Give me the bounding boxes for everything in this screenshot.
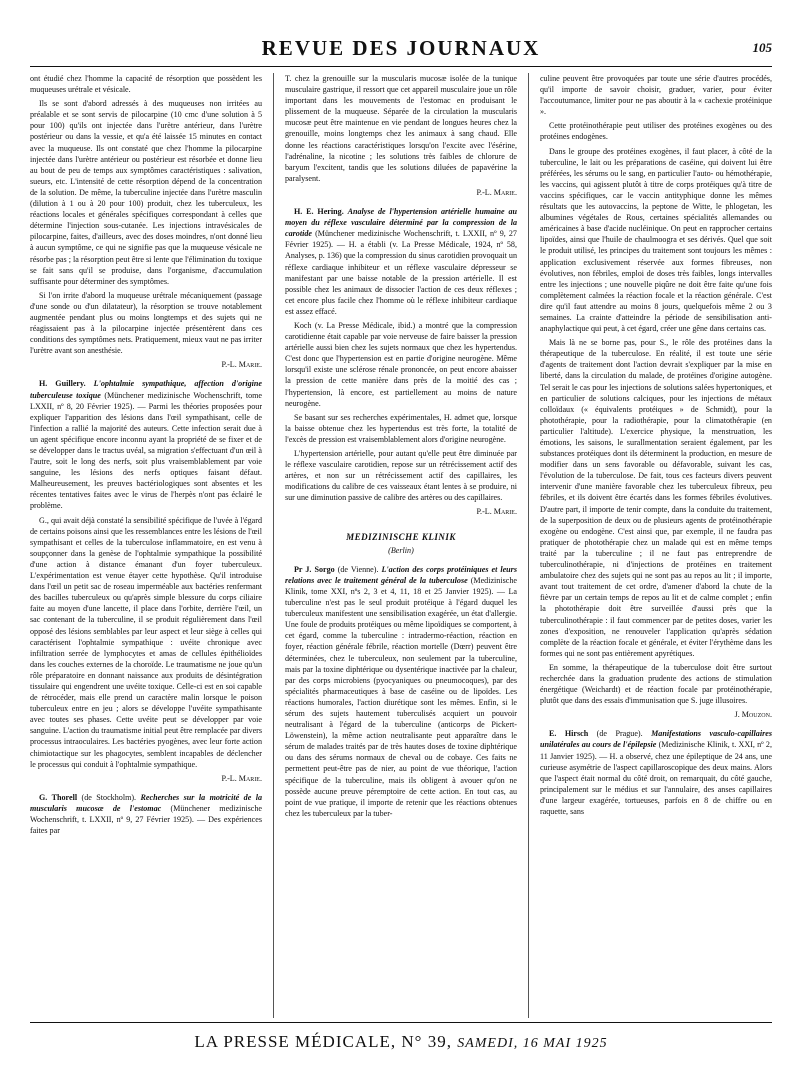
signature: P.-L. Marie.: [476, 187, 517, 197]
footer-rule: [30, 1022, 772, 1023]
author-origin: (de Prague).: [596, 729, 643, 739]
signature: P.-L. Marie.: [221, 360, 263, 370]
author-origin: (de Vienne).: [337, 564, 379, 574]
paragraph: Se basant sur ses recherches expérimentales, H. admet que, lorsque la baisse obtenue chez les hypertendus est très forte, la totalité de l'excès de pression est vraisemblablement alors d'origine neurogène.: [284, 412, 517, 444]
article-text: (Medizinische Klinik, t. XXI, nº 2, 11 Janvier 1925). — H. a observé, chez une épileptique de 24 ans, une curieuse asymétrie de l'aspect capillaroscopique des deux mains. Alors que l'aspect était normal du côté droit, on remarquait, du côté gauche, principalement sur le médius et sur l'annulaire, des anses capillaires d'une largeur exagérée, tortueuses, parfois en 8 de chiffre ou en raquette, sans: [539, 740, 772, 816]
signature: P.-L. Marie.: [476, 507, 517, 517]
paragraph: ont étudié chez l'homme la capacité de résorption que possèdent les muqueuses urétrale et vésicale.: [30, 74, 263, 95]
paragraph: Koch (v. La Presse Médicale, ibid.) a montré que la compression carotidienne était capable par voie nerveuse de faire baisser la pression artérielle aussi bien chez les sujets normaux que chez les hypertendus. C'est donc que l'hypertension est en partie d'origine neurogène. Même lorsqu'il existe une sclérose rénale prononcée, on peut encore abaisser la pression de cette manière dans près de la moitié des cas ; l'hypertension, là encore, est partiellement au moins de nature neurogène.: [284, 320, 517, 408]
article-author: H. E. Hering.: [293, 207, 344, 217]
article-text: (Medizinische Klinik, tome XXI, nºs 2, 3 et 4, 11, 18 et 25 Janvier 1925). — La tuberculine n'est pas le seul produit protéique à l'égard duquel les tuberculeux manifestent une sensibilisation exagérée, un état d'allergie. Une foule de produits protéiques ou même lipoïdiques se comportent, à cet égard, comme la tuberculine : intradermo-réaction, réaction en foyer, réaction générale fébrile, réaction mortelle (Dœrr) peuvent être déterminées, chez le tuberculeux, non seulement par la tuberculine, mais par la toxine diphtérique ou dysentérique inactivée par la chaleur, par des corps microbiens (pyocyaniques ou pneumocoques), par des spécialités pharmaceutiques à base de caséine ou de lipoïdes. Les réactions humorales, l'action diurétique sont les mêmes. Enfin, si le sérum des sujets hautement tuberculisés acquiert un pouvoir neutralisant à l'égard de la tuberculine (anticorps de Pickert-Löwenstein), la même action neutralisante peut apparaître dans le sérum de malades traités par de très hautes doses de toxine diphtérique ou dans des sérums normaux de cheval ou de cobaye. Ces faits ne permettent peut-être pas de nier, au point de vue théorique, l'action spécifique de la tuberculine, mais ils obligent à avouer qu'on ne possède aucune preuve péremptoire de cette action. En tout cas, au point de vue pratique, il importe de retenir que les réactions obtenues chez les tuberculeux par la tuber-: [284, 575, 517, 818]
page-number: 105: [752, 40, 772, 55]
paragraph: Ils se sont d'abord adressés à des muqueuses non irritées au préalable et se sont servis de pilocarpine (10 cmc d'une solution à 5 pour 100) qu'ils ont injectée dans l'urètre antérieur, dans l'urètre postérieur ou dans la vessie, et qu'a été laissée 15 minutes en contact avec la muqueuse. Ils ont constaté que chez l'homme la pilocarpine injectée dans l'urètre antérieur ou postérieur est résorbée et donne lieu au bout de peu de temps aux symptômes caractéristiques : salivation, sueurs, etc. L'intensité de cette résorption dépend de la concentration de la solution. De même, la tuberculine injectée dans l'urètre masculin (dilution à 1 ou à 20 pour 100) produit, chez les tuberculeux, les réactions locales et générales spécifiques correspondant à celles que détermine l'injection sous-cutanée. Les injections intravésicales de pilocarpine, faites, d'ailleurs, avec des doses moindres, n'ont donné lieu à aucun symptôme, ce qui ne signifie pas que la muqueuse vésicale ne résorbe pas ; la résorption peut être si lente que l'élimination du toxique se fait sans qu'il se produise, dans l'organisme, d'accumulation suffisante pour déterminer des symptômes.: [30, 99, 263, 286]
paragraph: Dans le groupe des protéines exogènes, il faut placer, à côté de la tuberculine, le lait ou les préparations de caséine, qui doivent lui être préférées, les sérums ou le sang, en particulier l'auto- ou hémothérapie, les vaccins, qui agissent plutôt à titre de corps protéiques qu'à titre de vaccins spécifiques, car le vaccin antityphique donne les mêmes résultats que les autovaccins, la peptone de Witte, le phlogetan, les albumines végétales de Rous, certaines spécialités allemandes ou américaines à base d'acide nucléinique. On peut en rapprocher certains lipoïdes, ainsi que l'huile de chaulmoogra et ses dérivés. Quel que soit le produit utilisé, les principes du traitement sont toujours les mêmes : application exclusivement réservée aux formes fibreuses, non évolutives, non fébriles, emploi de doses très faibles, longs intervalles entre les injections ; une nouvelle piqûre ne doit être faite qu'une fois complètement calmées la réaction focale et la réaction générale. C'est dire qu'il faut attendre au moins 8 jours, quelquefois même 2 ou 3 semaines. La crainte d'atteindre la période de sensibilisation anti-anaphylactique qui peut, à cet égard, créer une gêne dans certains cas.: [539, 146, 772, 334]
article-author: G. Thorell: [39, 792, 78, 802]
paragraph: T. chez la grenouille sur la muscularis mucosæ isolée de la tunique musculaire gastrique, il ressort que cet appareil musculaire joue un rôle important dans les mouvements de l'estomac en produisant le plissement de la muqueuse. Séparée de la circulation la muscularis mucosæ peut être maintenue en vie pendant de longues heures chez la grenouille, moins longtemps chez les animaux à sang chaud. Elle donne les réactions caractéristiques lorsqu'on l'excite avec l'ésérine, l'adrénaline, la nicotine ; les solutions très faibles de chlorure de baryum l'excitent, tandis que les solutions diluées de papavérine la paralysent.: [284, 74, 517, 183]
section-heading: MEDIZINISCHE KLINIK: [346, 531, 456, 542]
column-3: [540, 73, 772, 1018]
article-sorgo: [285, 564, 517, 819]
footer-date: SAMEDI, 16 MAI 1925: [457, 1036, 608, 1051]
column-divider: [273, 73, 274, 1018]
article-author: E. Hirsch: [548, 729, 589, 739]
page-footer: [30, 1032, 772, 1052]
article-title: Analyse de l'hypertension artérielle humaine au moyen du réflexe vasculaire déterminé par la compression de la carotide: [284, 207, 517, 239]
page-header: [30, 36, 772, 66]
column-1: [30, 73, 262, 1018]
section-city: (Berlin): [388, 545, 414, 555]
paragraph: En somme, la thérapeutique de la tuberculose doit être surtout recherchée dans la graduation prudente des actions de stimulation énergétique (Weichardt) et de réaction focale par protéinothérapie, plutôt que dans des essais d'immunisation que S. juge illusoires.: [539, 662, 772, 706]
paragraph: L'hypertension artérielle, pour autant qu'elle peut être diminuée par le réflexe vasculaire carotidien, repose sur un rétrécissement actif des artères, et non sur un rétrécissement actif des capillaires, les modifications du calibre de ces vaisseaux étant lentes à se produire, ni sur une diminution passive de calibre des artères ou des capillaires.: [284, 449, 517, 503]
article-author: H. Guillery.: [39, 379, 86, 389]
article-author: Pr J. Sorgo: [293, 564, 335, 574]
signature: P.-L. Marie.: [221, 773, 263, 783]
article-title: Manifestations vasculo-capillaires unilatérales au cours de l'épilepsie: [539, 729, 772, 750]
footer-journal: LA PRESSE MÉDICALE, N° 39,: [194, 1032, 452, 1051]
paragraph: Cette protéinothérapie peut utiliser des protéines exogènes ou des protéines endogènes.: [539, 121, 772, 142]
author-origin: (de Stockholm).: [81, 792, 137, 802]
article-title: L'ophtalmie sympathique, affection d'origine tuberculeuse toxique: [30, 379, 262, 400]
header-rule: [30, 66, 772, 67]
article-hirsch: [540, 728, 772, 817]
article-text: (Münchener medizinische Wochenschrift, tome LXXII, nº 8, 20 Février 1925). — Parmi les théories proposées pour expliquer l'apparition des lésions dans l'œil sympathisant, celle de l'infection a rallié la majorité des auteurs. Cette infection serait due à un agent spécifique encore inconnu ayant la propriété de se fixer et de se développer dans le tractus uvéal, sa migration s'effectuant d'un œil à l'autre, soit le long des nerfs, soit plus vraisemblablement par voie sanguine, les lésions des nerfs optiques faisant défaut. Malheureusement, les preuves bactériologiques sont absentes et les récentes tentatives faites avec le virus de l'herpès n'ont pas éclairé le problème.: [30, 390, 263, 511]
article-title: Recherches sur la motricité de la muscularis mucosæ de l'estomac: [30, 792, 263, 813]
article-text: (Münchener medizinische Wochenschrift, t. LXXII, nº 9, 27 Février 1925). — H. a établi (v. La Presse Médicale, 1924, nº 58, Analyses, p. 136) que la compression du sinus carotidien provoquait un réflexe cardiaque inhibiteur et un réflexe vasculaire dépresseur se manifestant par une baisse notable de la pression artérielle. Il est possible chez les animaux de dissocier l'action de ces deux réflexes ; cet encore plus facile chez l'homme où le réflexe inhibiteur cardiaque est assez effacé.: [284, 229, 517, 316]
article-columns: [30, 73, 772, 1018]
paragraph: culine peuvent être provoquées par toute une série d'autres procédés, qu'il importe de savoir choisir, graduer, varier, pour éviter l'accoutumance, limiter pour ne pas aboutir à la « cachexie protéinique ».: [539, 74, 772, 117]
article-text: (Münchener medizinische Wochenschrift, t. LXXII, nº 9, 27 Février 1925). — Des expériences faites par: [30, 803, 263, 836]
article-title: L'action des corps protéiniques et leurs relations avec le traitement général de la tuberculose: [284, 564, 517, 585]
column-2: [285, 73, 517, 1018]
article-hering: [285, 206, 517, 317]
column-divider: [528, 73, 529, 1018]
article-thorell: [30, 792, 262, 836]
signature: J. Mouzon.: [734, 710, 772, 720]
paragraph: Mais là ne se borne pas, pour S., le rôle des protéines dans la thérapeutique de la tuberculose. En réalité, il est toute une série d'agents de traitement dont l'action devrait s'expliquer par la mise en liberté, dans la circulation du malade, de protéines d'origine autogène. Tel serait le cas pour les injections de solutions salées hypertoniques, et en particulier de solutions calciques, pour les injections de métaux colloïdaux (« équivalents protéiques » de Schmidt), pour la photothérapie, pour la radiothérapie, pour la climatothérapie (en particulier l'altitude). L'exercice physique, la menstruation, les émotions, les saisons, le surallmentation seraient également, par les substances protéiques dont ils déterminent la production, en mesure de modifier dans un sens favorable ou défavorable, suivant les cas, l'évolution de la tuberculose. De fait, tous ces facteurs divers peuvent intervenir d'une manière favorable chez les tuberculeux fibreux, peu fébriles, et ils doivent être écartés dans les formes fébriles évolutives. D'autre part, il importe de tenir compte, dans la conduite du traitement, de la superposition de deux ou de plusieurs agents de protéinothérapie exogène ou endogène. C'est ainsi que, par exemple, il ne faudra pas pratiquer de photothérapie chez un malade qui est en même temps traité par la tuberculine ; il ne faut pas entreprendre de tuberculinothérapie, ni d'injections de protéines en traitement ambulatoire chez des sujets qui ne sont pas au repos au lit ; il importe, avant tout traitement de cet ordre, d'amener d'abord la chute de la fièvre par un certain temps de repos au lit et de calme complet ; enfin la photothérapie doit être surveillée d'aussi près que la tuberculinothérapie : il faut commencer par de petites doses, varier les zones d'exposition, ne renouveler l'application qu'après sédation complète de la réaction focale et générale, et éviter l'érythème dans les formes qui ne sont pas entièrement apyrétiques.: [539, 338, 772, 658]
article-guillery: [30, 378, 262, 511]
paragraph: G., qui avait déjà constaté la sensibilité spécifique de l'uvée à l'égard de certains poisons ainsi que les ressemblances entre les lésions de l'œil sympathisant et celles de la tuberculose inflammatoire, en est venu à soupçonner dans la genèse de l'ophtalmie sympathique la possibilité d'une action à distance émanant d'un foyer tuberculeux. L'expérimentation est venue étayer cette hypothèse. Qu'il introduise dans l'œil un petit sac de roseau imperméable aux bactéries renfermant des bacilles tuberculeux ou qu'après simple blessure du corps ciliaire faite au moyen d'une lancette, il place dans l'orbite, derrière l'œil, un sac contenant de la tuberculine, il se produit régulièrement dans l'œil opposé des lésions semblables par leur aspect et leur siège à celles qui caractérisent l'ophtalmie sympathique : uvéite chronique avec infiltration serrée de lymphocytes et amas de cellules épithélioïdes dans les couches externes de la choroïde. Le traumatisme ne joue qu'un rôle préparatoire en donnant naissance aux produits de désintégration tissulaire qui engendrent une uvéite toxique. Celle-ci est en soi capable de rétrocéder, mais elle prend un caractère malin lorsque le poison tuberculeux entre en jeu ; alors se développe l'uvéite sympathisante avec toutes ses phases. Cette uvéite peut se développer par voie sanguine. L'action du traumatisme initial peut être remplacée par divers processus intraoculaires. Les bactéries pyogènes, avec leur forte action chimiotactique sur les phagocytes, semblent incapables de déclencher le processus qui conduit à l'ophtalmie sympathique.: [30, 515, 263, 769]
paragraph: Si l'on irrite d'abord la muqueuse urétrale mécaniquement (passage d'une sonde ou d'un dilatateur), la résorption se trouve notablement augmentée pendant plus ou moins longtemps et des sujets qui ne réagissaient pas à la pilocarpine injectée présentèrent dans ces conditions des symptômes nets. Pratiquement, mieux vaut ne pas irriter l'urètre avant son anesthésie.: [30, 290, 263, 356]
journal-section-title: REVUE DES JOURNAUX: [261, 36, 541, 60]
